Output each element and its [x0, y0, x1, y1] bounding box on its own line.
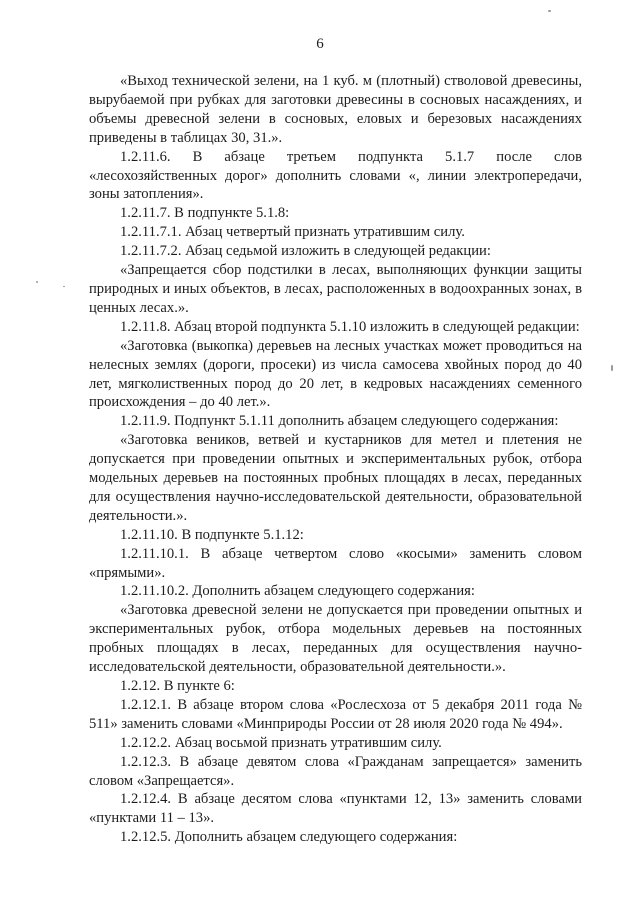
paragraph: 1.2.11.9. Подпункт 5.1.11 дополнить абзацем следующего содержания:: [120, 413, 559, 430]
paragraph: 1.2.12.1. В абзаце втором слова «Рослесхоза от 5 декабря 2011 года № 511» заменить словами «Минприроды России от 28 июля 2020 года № 494».: [89, 696, 582, 732]
paragraph: 1.2.11.8. Абзац второй подпункта 5.1.10 изложить в следующей редакции:: [120, 318, 580, 335]
document-body: [89, 72, 582, 847]
paragraph: «Запрещается сбор подстилки в лесах, выполняющих функции защиты природных и иных объектов, в лесах, расположенных в водоохранных зонах, в ценных лесах.».: [89, 262, 582, 316]
paragraph: 1.2.11.10. В подпункте 5.1.12:: [120, 526, 304, 543]
paragraph: «Заготовка (выкопка) деревьев на лесных участках может проводиться на нелесных землях (дороги, просеки) из числа самосева хвойных пород до 40 лет, мягколиственных пород до 20 лет, в кедровых насаждениях семенного происхождения – до 40 лет.».: [89, 337, 582, 411]
paragraph: 1.2.11.10.1. В абзаце четвертом слово «косыми» заменить словом «прямыми».: [89, 545, 582, 581]
scan-speck: [548, 10, 551, 12]
paragraph: «Заготовка веников, ветвей и кустарников для метел и плетения не допускается при проведении опытных и экспериментальных рубок, отбора модельных деревьев на постоянных пробных площадях в лесах, переданных для осуществления научно-исследовательской деятельности, образовательной деятельности.».: [89, 432, 582, 524]
scan-speck: [63, 286, 65, 287]
paragraph: 1.2.12.4. В абзаце десятом слова «пунктами 12, 13» заменить словами «пунктами 11 – 13».: [89, 791, 582, 827]
paragraph: 1.2.11.7. В подпункте 5.1.8:: [120, 205, 290, 222]
paragraph: 1.2.11.7.2. Абзац седьмой изложить в следующей редакции:: [120, 243, 491, 260]
paragraph: «Заготовка древесной зелени не допускается при проведении опытных и экспериментальных рубок, отбора модельных деревьев на постоянных пробных площадях в лесах, переданных для осуществления научно-исследовательской деятельности, образовательной деятельности.».: [89, 602, 582, 676]
paragraph: 1.2.12.5. Дополнить абзацем следующего содержания:: [120, 829, 458, 846]
paragraph: 1.2.11.6. В абзаце третьем подпункта 5.1.7 после слов «лесохозяйственных дорог» дополнить словами «, линии электропередачи, зоны затопления».: [89, 148, 582, 203]
paragraph: 1.2.11.10.2. Дополнить абзацем следующего содержания:: [120, 583, 475, 600]
paragraph: «Выход технической зелени, на 1 куб. м (плотный) стволовой древесины, вырубаемой при рубках для заготовки древесины в сосновых насаждениях, и объемы древесной зелени в сосновых, еловых и березовых насаждениях приведены в таблицах 30, 31.».: [89, 73, 582, 146]
paragraph: 1.2.12. В пункте 6:: [120, 678, 235, 694]
paragraph: 1.2.12.3. В абзаце девятом слова «Гражданам запрещается» заменить словом «Запрещается».: [89, 753, 582, 789]
scan-speck: [36, 281, 38, 283]
paragraph: 1.2.12.2. Абзац восьмой признать утратившим силу.: [120, 734, 442, 751]
scan-speck: [611, 365, 613, 371]
page-number: 6: [316, 36, 324, 52]
paragraph: 1.2.11.7.1. Абзац четвертый признать утратившим силу.: [120, 224, 465, 241]
